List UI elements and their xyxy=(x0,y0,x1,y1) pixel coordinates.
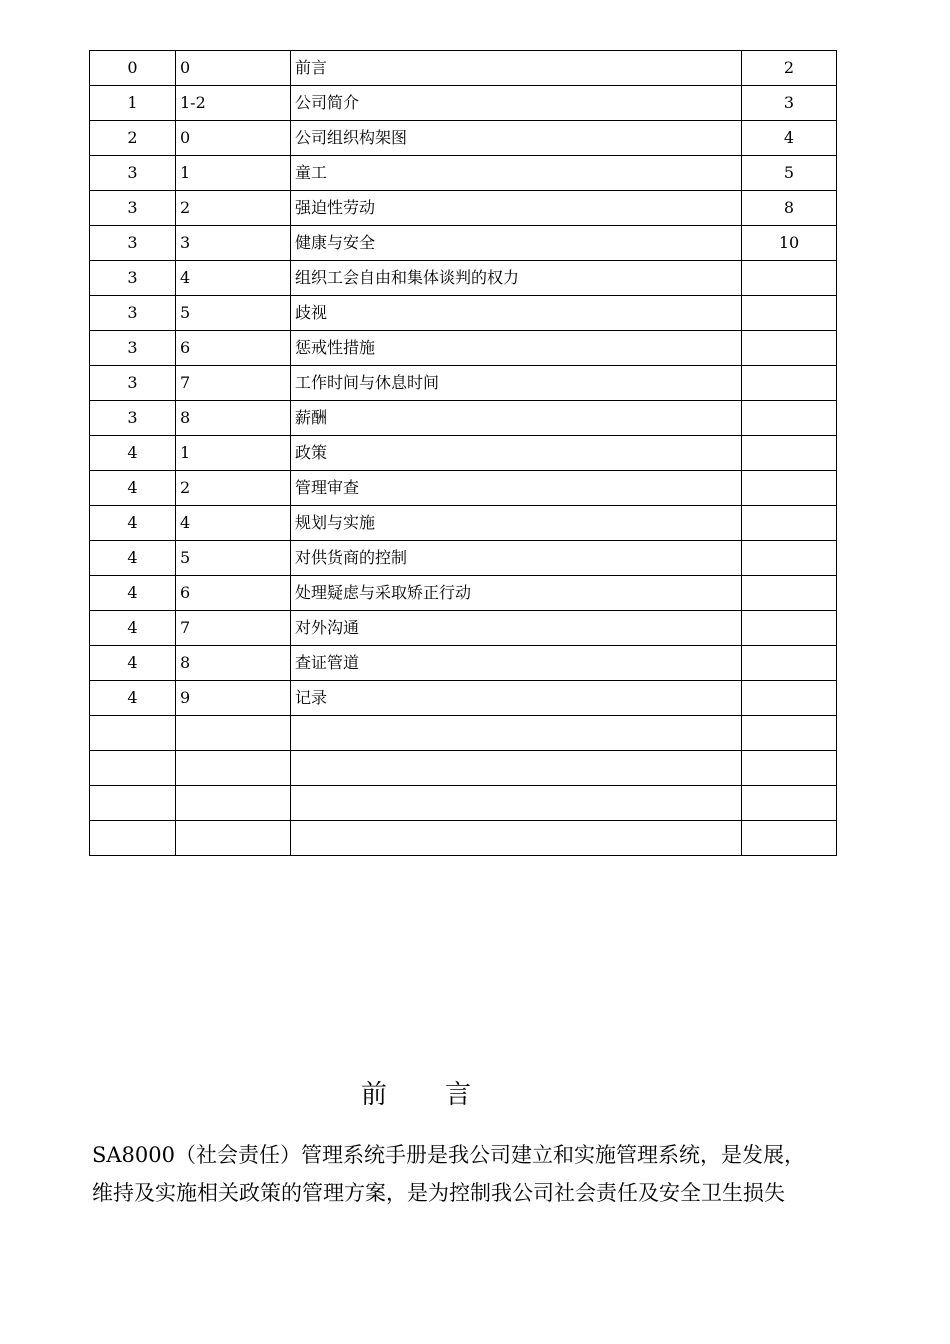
page-number-cell xyxy=(742,611,837,646)
section-title-cell xyxy=(291,751,742,786)
chapter-number-cell: 3 xyxy=(90,191,176,226)
table-row xyxy=(90,611,837,646)
section-title-cell xyxy=(291,786,742,821)
section-number-cell: 6 xyxy=(176,576,291,611)
section-number-cell: 8 xyxy=(176,401,291,436)
section-number-cell: 7 xyxy=(176,611,291,646)
section-title-cell: 童工 xyxy=(291,156,742,191)
page-number-cell xyxy=(742,366,837,401)
chapter-number-cell: 2 xyxy=(90,121,176,156)
section-title-cell: 对外沟通 xyxy=(291,611,742,646)
section-number-cell: 7 xyxy=(176,366,291,401)
table-row xyxy=(90,226,837,261)
table-row xyxy=(90,786,837,821)
page-number-cell: 8 xyxy=(742,191,837,226)
page-number-cell xyxy=(742,506,837,541)
section-number-cell: 4 xyxy=(176,506,291,541)
section-number-cell xyxy=(176,751,291,786)
table-row xyxy=(90,331,837,366)
section-title-cell: 歧视 xyxy=(291,296,742,331)
section-title-cell: 公司组织构架图 xyxy=(291,121,742,156)
section-title-cell: 健康与安全 xyxy=(291,226,742,261)
page-number-cell: 5 xyxy=(742,156,837,191)
page-number-cell xyxy=(742,541,837,576)
section-number-cell: 5 xyxy=(176,541,291,576)
page-number-cell xyxy=(742,716,837,751)
chapter-number-cell: 3 xyxy=(90,261,176,296)
table-row xyxy=(90,86,837,121)
section-title-cell: 惩戒性措施 xyxy=(291,331,742,366)
chapter-number-cell: 4 xyxy=(90,436,176,471)
table-row xyxy=(90,751,837,786)
section-number-cell: 0 xyxy=(176,51,291,86)
section-title-cell: 记录 xyxy=(291,681,742,716)
section-number-cell: 0 xyxy=(176,121,291,156)
section-number-cell: 8 xyxy=(176,646,291,681)
table-row xyxy=(90,716,837,751)
section-title-cell: 处理疑虑与采取矫正行动 xyxy=(291,576,742,611)
preface-title: 前言 xyxy=(360,1080,529,1110)
section-title-cell: 政策 xyxy=(291,436,742,471)
table-row xyxy=(90,191,837,226)
chapter-number-cell: 3 xyxy=(90,156,176,191)
section-title-cell: 规划与实施 xyxy=(291,506,742,541)
section-number-cell xyxy=(176,786,291,821)
table-row xyxy=(90,51,837,86)
section-number-cell: 2 xyxy=(176,191,291,226)
chapter-number-cell: 4 xyxy=(90,681,176,716)
section-title-cell: 公司简介 xyxy=(291,86,742,121)
section-title-cell: 查证管道 xyxy=(291,646,742,681)
chapter-number-cell: 0 xyxy=(90,51,176,86)
table-row xyxy=(90,646,837,681)
table-row xyxy=(90,436,837,471)
section-number-cell xyxy=(176,716,291,751)
chapter-number-cell xyxy=(90,786,176,821)
preface-line: SA8000（社会责任）管理系统手册是我公司建立和实施管理系统，是发展， xyxy=(92,1143,805,1167)
preface-line: 维持及实施相关政策的管理方案，是为控制我公司社会责任及安全卫生损失 xyxy=(92,1181,785,1205)
section-title-cell xyxy=(291,716,742,751)
section-number-cell: 3 xyxy=(176,226,291,261)
page-number-cell xyxy=(742,681,837,716)
page-number-cell xyxy=(742,576,837,611)
section-number-cell: 9 xyxy=(176,681,291,716)
table-row xyxy=(90,576,837,611)
page-number-cell: 3 xyxy=(742,86,837,121)
section-title-cell: 薪酬 xyxy=(291,401,742,436)
table-row xyxy=(90,156,837,191)
section-number-cell: 1 xyxy=(176,436,291,471)
page-number-cell xyxy=(742,786,837,821)
page-number-cell xyxy=(742,296,837,331)
page-number-cell xyxy=(742,471,837,506)
table-row xyxy=(90,541,837,576)
chapter-number-cell: 1 xyxy=(90,86,176,121)
chapter-number-cell: 4 xyxy=(90,576,176,611)
page-number-cell: 4 xyxy=(742,121,837,156)
chapter-number-cell: 3 xyxy=(90,226,176,261)
table-row xyxy=(90,261,837,296)
page-number-cell xyxy=(742,401,837,436)
section-title-cell: 前言 xyxy=(291,51,742,86)
chapter-number-cell xyxy=(90,821,176,856)
page-number-cell xyxy=(742,331,837,366)
chapter-number-cell: 3 xyxy=(90,331,176,366)
page-number-cell: 2 xyxy=(742,51,837,86)
table-row xyxy=(90,296,837,331)
page-number-cell xyxy=(742,646,837,681)
chapter-number-cell: 4 xyxy=(90,506,176,541)
section-title-cell: 管理审查 xyxy=(291,471,742,506)
section-title-cell xyxy=(291,821,742,856)
table-row xyxy=(90,401,837,436)
table-of-contents xyxy=(89,50,837,856)
table-row xyxy=(90,681,837,716)
section-number-cell: 1 xyxy=(176,156,291,191)
table-row xyxy=(90,366,837,401)
table-row xyxy=(90,121,837,156)
chapter-number-cell: 3 xyxy=(90,366,176,401)
section-number-cell xyxy=(176,821,291,856)
section-title-cell: 组织工会自由和集体谈判的权力 xyxy=(291,261,742,296)
table-row xyxy=(90,471,837,506)
chapter-number-cell: 4 xyxy=(90,611,176,646)
chapter-number-cell xyxy=(90,751,176,786)
chapter-number-cell: 3 xyxy=(90,401,176,436)
section-number-cell: 5 xyxy=(176,296,291,331)
section-title-cell: 工作时间与休息时间 xyxy=(291,366,742,401)
table-row xyxy=(90,506,837,541)
page-number-cell xyxy=(742,751,837,786)
chapter-number-cell: 4 xyxy=(90,541,176,576)
section-title-cell: 强迫性劳动 xyxy=(291,191,742,226)
toc-body xyxy=(90,51,837,856)
section-number-cell: 6 xyxy=(176,331,291,366)
section-title-cell: 对供货商的控制 xyxy=(291,541,742,576)
chapter-number-cell: 4 xyxy=(90,646,176,681)
chapter-number-cell xyxy=(90,716,176,751)
page-number-cell xyxy=(742,821,837,856)
section-number-cell: 4 xyxy=(176,261,291,296)
section-number-cell: 2 xyxy=(176,471,291,506)
page-number-cell xyxy=(742,436,837,471)
chapter-number-cell: 4 xyxy=(90,471,176,506)
chapter-number-cell: 3 xyxy=(90,296,176,331)
page-number-cell: 10 xyxy=(742,226,837,261)
page-number-cell xyxy=(742,261,837,296)
preface-body xyxy=(92,1136,892,1212)
table-row xyxy=(90,821,837,856)
section-number-cell: 1-2 xyxy=(176,86,291,121)
